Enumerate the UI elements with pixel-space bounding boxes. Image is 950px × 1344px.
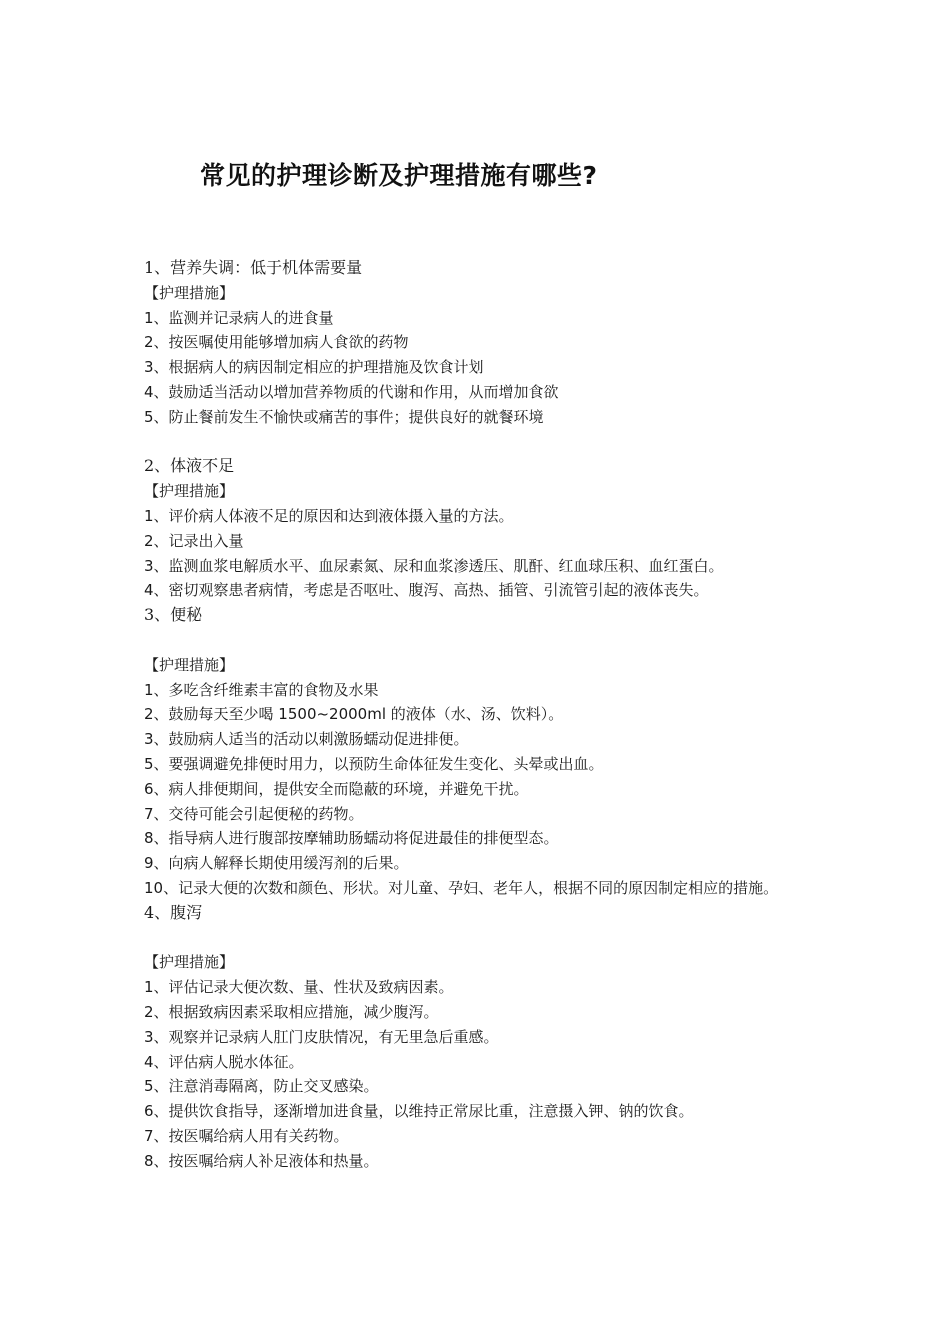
page-title: 常见的护理诊断及护理措施有哪些?: [200, 161, 598, 190]
list-item: 5、防止餐前发生不愉快或痛苦的事件；提供良好的就餐环境: [144, 407, 544, 426]
nursing-measures-label: 【护理措施】: [144, 953, 235, 972]
document-body: [144, 256, 804, 1173]
blank-line: [144, 430, 804, 455]
list-item: 7、交待可能会引起便秘的药物。: [144, 804, 364, 823]
list-item: 1、评价病人体液不足的原因和达到液体摄入量的方法。: [144, 506, 514, 525]
list-item: 1、评估记录大便次数、量、性状及致病因素。: [144, 978, 454, 997]
list-item: 3、监测血浆电解质水平、血尿素氮、尿和血浆渗透压、肌酐、红血球压积、血红蛋白。: [144, 556, 724, 575]
list-item: 4、密切观察患者病情，考虑是否呕吐、腹泻、高热、插管、引流管引起的液体丧失。: [144, 581, 709, 600]
list-item: 6、提供饮食指导，逐渐增加进食量，以维持正常尿比重，注意摄入钾、钠的饮食。: [144, 1102, 694, 1121]
list-item: 3、观察并记录病人肛门皮肤情况，有无里急后重感。: [144, 1027, 499, 1046]
section-heading: 2、体液不足: [144, 456, 235, 476]
list-item: 10、记录大便的次数和颜色、形状。对儿童、孕妇、老年人，根据不同的原因制定相应的措施。: [144, 878, 779, 897]
section-heading: 1、营养失调：低于机体需要量: [144, 258, 363, 277]
section-heading: 3、便秘: [144, 605, 203, 625]
list-item: 7、按医嘱给病人用有关药物。: [144, 1126, 349, 1145]
nursing-measures-label: 【护理措施】: [144, 655, 235, 674]
list-item: 2、根据致病因素采取相应措施，减少腹泻。: [144, 1002, 439, 1021]
nursing-measures-label: 【护理措施】: [144, 283, 235, 302]
list-item: 4、评估病人脱水体征。: [144, 1052, 304, 1071]
list-item: 5、注意消毒隔离，防止交叉感染。: [144, 1077, 379, 1096]
list-item: 9、向病人解释长期使用缓泻剂的后果。: [144, 854, 409, 873]
list-item: 5、要强调避免排便时用力，以预防生命体征发生变化、头晕或出血。: [144, 754, 604, 773]
list-item: 8、按医嘱给病人补足液体和热量。: [144, 1151, 379, 1170]
list-item: 1、多吃含纤维素丰富的食物及水果: [144, 680, 379, 699]
list-item: 2、按医嘱使用能够增加病人食欲的药物: [144, 333, 409, 352]
list-item: 2、鼓励每天至少喝 1500~2000ml 的液体（水、汤、饮料）。: [144, 705, 564, 724]
blank-line: [144, 628, 804, 653]
blank-line: [144, 926, 804, 951]
list-item: 8、指导病人进行腹部按摩辅助肠蠕动将促进最佳的排便型态。: [144, 829, 559, 848]
list-item: 4、鼓励适当活动以增加营养物质的代谢和作用，从而增加食欲: [144, 382, 559, 401]
section-heading: 4、腹泻: [144, 902, 203, 922]
list-item: 3、鼓励病人适当的活动以刺激肠蠕动促进排便。: [144, 730, 469, 749]
nursing-measures-label: 【护理措施】: [144, 482, 235, 501]
list-item: 3、根据病人的病因制定相应的护理措施及饮食计划: [144, 358, 484, 377]
list-item: 6、病人排便期间，提供安全而隐蔽的环境，并避免干扰。: [144, 779, 529, 798]
list-item: 1、监测并记录病人的进食量: [144, 308, 334, 327]
list-item: 2、记录出入量: [144, 531, 244, 550]
